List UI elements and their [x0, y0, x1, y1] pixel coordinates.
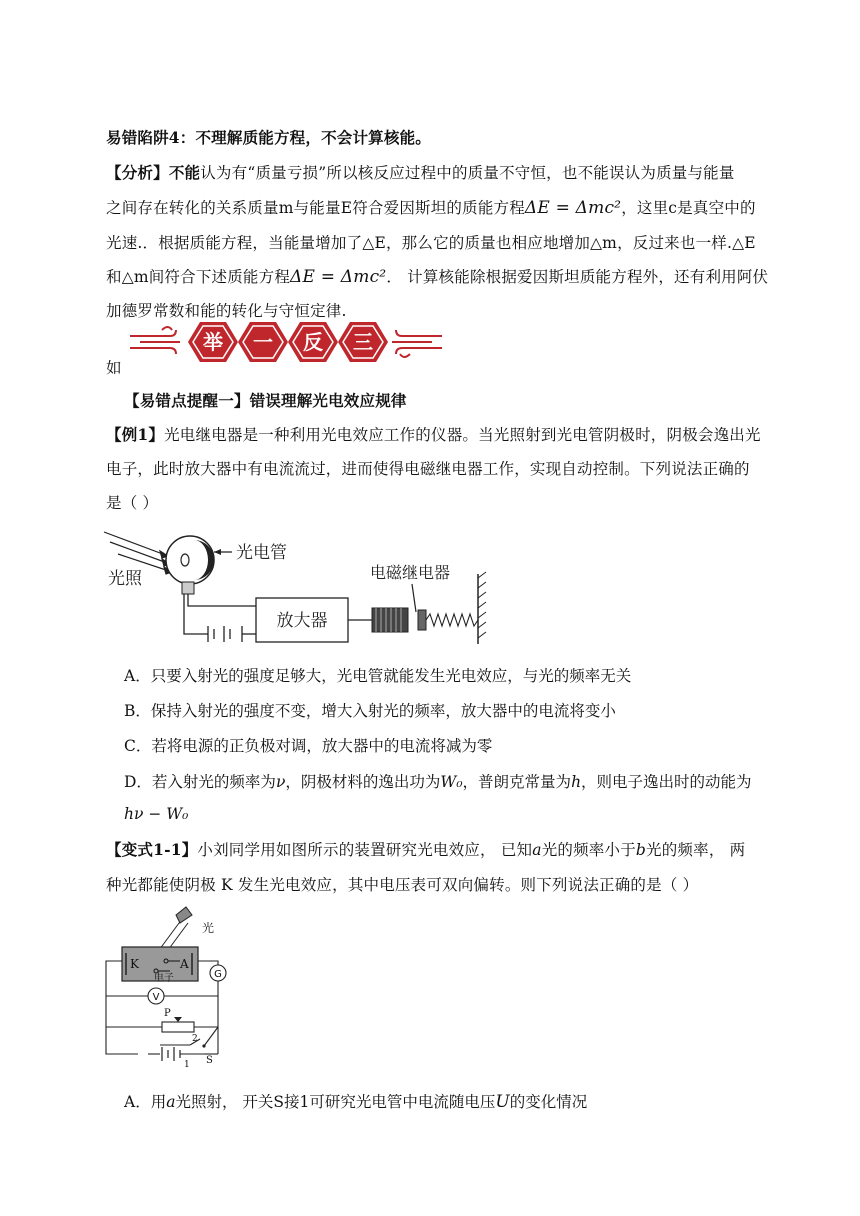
reminder-title: 【易错点提醒一】错误理解光电效应规律	[124, 391, 407, 410]
symbol-b: b	[635, 841, 647, 859]
example-label: 【例1】	[106, 425, 165, 444]
analysis-line-5: 加德罗常数和能的转化与守恒定律.	[106, 302, 347, 320]
phototube	[166, 536, 214, 594]
option-text: D．若入射光的频率为	[124, 773, 276, 791]
example1-line-1	[106, 425, 761, 445]
symbol-h: h	[571, 773, 582, 791]
photo-relay-figure	[100, 518, 500, 648]
variant-line-1	[106, 840, 745, 860]
example-text: 光电继电器是一种利用光电效应工作的仪器。当光照射到光电管阴极时，阴极会逸出光	[164, 426, 761, 444]
amplifier-label: 放大器	[276, 611, 328, 631]
analysis-line-1	[106, 163, 735, 183]
banner-badge	[188, 322, 238, 362]
banner-left-ornament	[130, 327, 180, 354]
banner-char: 举	[203, 330, 223, 354]
analysis-text: 认为有“质量亏损”所以核反应过程中的质量不守恒，也不能误认为质量与能量	[200, 164, 735, 182]
electron-label: 电子	[154, 973, 174, 984]
option-b: B．保持入射光的强度不变，增大入射光的频率，放大器中的电流将变小	[124, 702, 616, 720]
cathode-label: K	[130, 957, 139, 971]
light-label: 光	[202, 921, 215, 935]
variant-text: 光的频率， 两	[646, 841, 746, 859]
analysis-bold-lead: 不能	[168, 163, 201, 182]
light-rays	[104, 532, 172, 574]
banner-badge	[338, 322, 388, 362]
voltmeter-label: V	[152, 992, 160, 1003]
photoelectric-circuit-figure	[100, 905, 235, 1070]
option-d	[124, 772, 752, 792]
trap-title: 易错陷阱4：不理解质能方程，不会计算核能。	[106, 128, 431, 147]
terminal-2-label: 2	[192, 1034, 198, 1044]
banner-right-ornament	[392, 330, 442, 357]
banner-badge	[288, 322, 338, 362]
option-text: ，普朗克常量为	[462, 773, 572, 791]
symbol-a: a	[166, 1093, 176, 1111]
symbol-nu: ν	[275, 773, 286, 791]
symbol-w0: W₀	[440, 773, 463, 791]
analysis-text: 和△m间符合下述质能方程	[106, 268, 291, 286]
variant-option-a	[124, 1092, 587, 1112]
option-text: A．用	[124, 1093, 167, 1111]
section-banner	[126, 318, 446, 366]
variant-text: 小刘同学用如图所示的装置研究光电效应， 已知	[197, 841, 533, 859]
analysis-line-2	[106, 198, 756, 218]
analysis-text: ． 计算核能除根据爱因斯坦质能方程外，还有利用阿伏	[386, 268, 769, 286]
spring	[426, 614, 478, 626]
light-label: 光照	[108, 569, 142, 589]
galvanometer-label: G	[214, 969, 222, 980]
banner-char: 一	[253, 330, 273, 354]
option-text: ，阴极材料的逸出功为	[285, 773, 441, 791]
example1-line-3: 是（ ）	[106, 494, 159, 512]
mass-energy-formula: ΔE = Δmc²	[524, 198, 622, 218]
analysis-line-4	[106, 267, 768, 287]
analysis-text: ，这里c是真空中的	[621, 199, 756, 217]
symbol-u: U	[495, 1092, 510, 1112]
option-text: 光照射， 开关S接1可研究光电管中电流随电压	[175, 1093, 496, 1111]
analysis-label: 【分析】	[106, 163, 169, 182]
option-c: C．若将电源的正负极对调，放大器中的电流将减为零	[124, 737, 493, 755]
banner-badge	[238, 322, 288, 362]
variant-label: 【变式1-1】	[106, 840, 198, 859]
mass-energy-formula: ΔE = Δmc²	[290, 267, 387, 287]
rheostat	[162, 1022, 194, 1032]
slider-label: P	[164, 1008, 171, 1019]
option-a: A．只要入射光的强度足够大，光电管就能发生光电效应，与光的频率无关	[124, 667, 632, 685]
circuit-wires	[184, 594, 256, 642]
switch-label: S	[206, 1055, 213, 1066]
banner-prefix: 如	[106, 359, 122, 377]
symbol-a: a	[532, 841, 542, 859]
banner-char: 反	[303, 330, 323, 354]
wall-hatch	[478, 572, 486, 638]
relay-label: 电磁继电器	[370, 563, 451, 582]
banner-char: 三	[353, 330, 373, 354]
analysis-line-3: 光速.．根据质能方程，当能量增加了△E，那么它的质量也相应地增加△m，反过来也一样.△E	[106, 234, 756, 252]
example1-line-2: 电子，此时放大器中有电流流过，进而使得电磁继电器工作，实现自动控制。下列说法正确的	[106, 460, 750, 478]
terminal-1-label: 1	[184, 1060, 190, 1070]
option-text: ，则电子逸出时的动能为	[581, 773, 752, 791]
tube-label: 光电管	[236, 543, 287, 563]
armature	[418, 610, 426, 630]
analysis-text: 之间存在转化的关系质量m与能量E符合爱因斯坦的质能方程	[106, 199, 525, 217]
variant-text: 光的频率小于	[541, 841, 636, 859]
variant-line-2: 种光都能使阴极 K 发生光电效应，其中电压表可双向偏转。则下列说法正确的是（ ）	[106, 876, 699, 894]
battery-symbol	[162, 1047, 180, 1061]
option-text: 的变化情况	[509, 1093, 588, 1111]
relay-coil	[372, 608, 408, 632]
option-d-formula: hν − W₀	[124, 805, 189, 823]
anode-label: A	[180, 957, 189, 971]
